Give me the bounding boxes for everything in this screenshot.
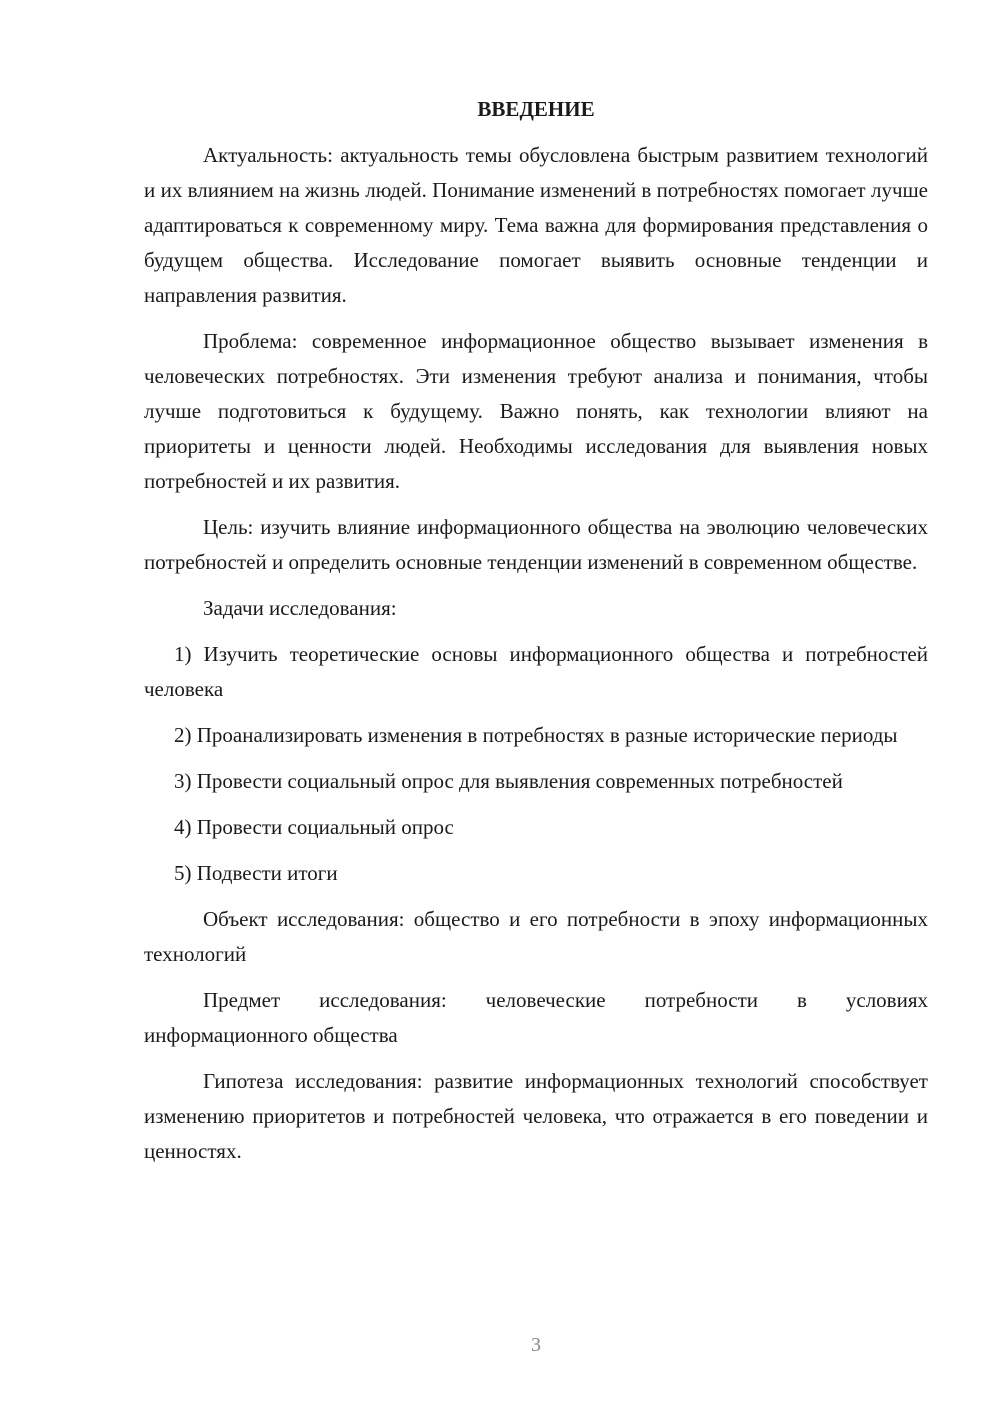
section-title: ВВЕДЕНИЕ — [477, 97, 595, 121]
tasks-heading: Задачи исследования: — [203, 596, 397, 620]
hypothesis-paragraph: Гипотеза исследования: развитие информационных технологий способствует изменению приоритетов и потребностей человека, что отражается в его поведении и ценностях. — [144, 1069, 928, 1163]
goal-paragraph: Цель: изучить влияние информационного общества на эволюцию человеческих потребностей и определить основные тенденции изменений в современном обществе. — [144, 515, 928, 574]
relevance-paragraph: Актуальность: актуальность темы обусловлена быстрым развитием технологий и их влиянием на жизнь людей. Понимание изменений в потребностях помогает лучше адаптироваться к современному миру. Тема важна для формирования представления о будущем общества. Исследование помогает выявить основные тенденции и направления развития. — [144, 143, 928, 307]
object-paragraph: Объект исследования: общество и его потребности в эпоху информационных технологий — [144, 907, 928, 966]
problem-paragraph: Проблема: современное информационное общество вызывает изменения в человеческих потребностях. Эти изменения требуют анализа и понимания, чтобы лучше подготовиться к будущему. Важно понять, как технологии влияют на приоритеты и ценности людей. Необходимы исследования для выявления новых потребностей и их развития. — [144, 329, 928, 493]
subject-paragraph: Предмет исследования: человеческие потребности в условиях информационного общества — [144, 988, 928, 1047]
task-item-1: 1) Изучить теоретические основы информационного общества и потребностей человека — [144, 642, 928, 701]
page-number: 3 — [531, 1334, 541, 1356]
task-item-4: 4) Провести социальный опрос — [174, 815, 454, 839]
task-item-2: 2) Проанализировать изменения в потребностях в разные исторические периоды — [174, 723, 898, 747]
task-item-3: 3) Провести социальный опрос для выявления современных потребностей — [174, 769, 843, 793]
task-item-5: 5) Подвести итоги — [174, 861, 338, 885]
document-page — [144, 92, 928, 1169]
